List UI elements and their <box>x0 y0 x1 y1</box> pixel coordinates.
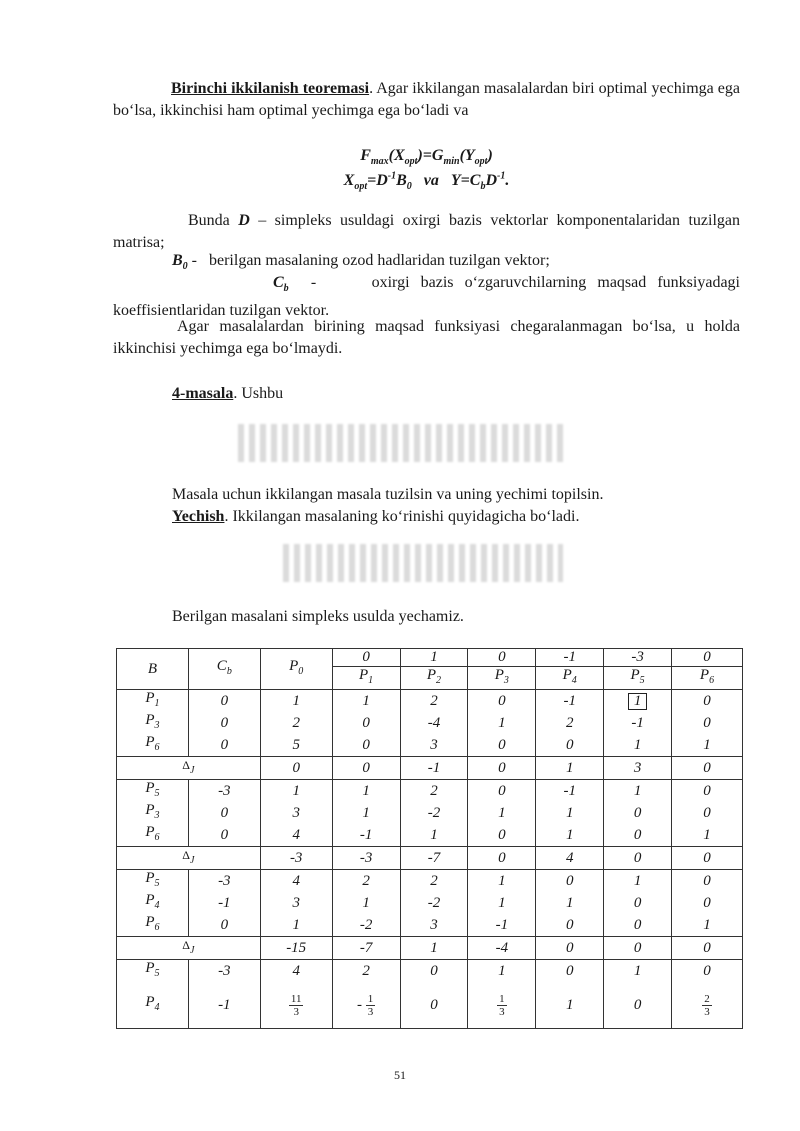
b-cell: $P_4$ <box>117 982 189 1029</box>
cell: 2 <box>332 870 400 893</box>
cell: 0 <box>672 960 743 983</box>
cell: 0 <box>332 734 400 757</box>
theorem-title: Birinchi ikkilanish teoremasi <box>171 80 370 97</box>
cell: 2 <box>332 960 400 983</box>
cell: 0 <box>536 960 604 983</box>
formula-1: $F_{max}(X_{opt})=G_{min}(Y_{opt})$ <box>360 147 493 168</box>
cell: 1 <box>672 824 743 847</box>
cell: 1 <box>536 982 604 1029</box>
blurred-formula-2 <box>283 544 563 582</box>
c-value: 0 <box>468 649 536 667</box>
delta-cell: 0 <box>468 757 536 780</box>
p-header: $P_6$ <box>672 667 743 690</box>
cell: 0 <box>188 734 260 757</box>
delta-cell: 0 <box>604 937 672 960</box>
pivot-element: 1 <box>628 693 648 710</box>
cell: 0 <box>672 712 743 734</box>
c-value: 0 <box>672 649 743 667</box>
cell: 0 <box>672 802 743 824</box>
cell: 1 <box>604 780 672 803</box>
agar-paragraph: Agar masalalardan birining maqsad funksiyasi chegaralanmagan bo‘lsa, u holda ikkinchisi yechimga ega bo‘lmaydi. <box>113 318 740 357</box>
cell: $\frac{1}{3}$ <box>468 982 536 1029</box>
cell: -2 <box>400 892 468 914</box>
cell: 1 <box>260 690 332 713</box>
cell: 1 <box>468 712 536 734</box>
delta-cell: 0 <box>536 937 604 960</box>
header-b: B <box>117 649 189 690</box>
b0-paragraph: $B_0$ - berilgan masalaning ozod hadlaridan tuzilgan vektor; <box>172 252 550 273</box>
cell: 0 <box>672 892 743 914</box>
cell: 0 <box>672 780 743 803</box>
p-header: $P_4$ <box>536 667 604 690</box>
b-cell: $P_3$ <box>117 802 189 824</box>
p-header: $P_1$ <box>332 667 400 690</box>
yechish-title: Yechish <box>172 508 225 525</box>
cell <box>604 690 672 713</box>
blurred-formula-1 <box>238 424 568 462</box>
cell: 1 <box>468 892 536 914</box>
cell: 1 <box>468 802 536 824</box>
cell: $\frac{2}{3}$ <box>672 982 743 1029</box>
cell: -4 <box>400 712 468 734</box>
cell: 2 <box>260 712 332 734</box>
cell: 1 <box>468 960 536 983</box>
cell: 1 <box>604 870 672 893</box>
cb-paragraph: $C_b$ - oxirgi bazis o‘zgaruvchilarning maqsad funksiyadagi koeffisientlaridan tuzilgan vektor. <box>113 274 740 320</box>
delta-cell: -1 <box>400 757 468 780</box>
cell: -1 <box>536 690 604 713</box>
delta-cell: 1 <box>400 937 468 960</box>
cell: 0 <box>468 780 536 803</box>
delta-label: $\Delta_J$ <box>117 757 261 780</box>
cell: -1 <box>604 712 672 734</box>
cell: 4 <box>260 824 332 847</box>
delta-cell: 1 <box>536 757 604 780</box>
masala-uchun-paragraph: Masala uchun ikkilangan masala tuzilsin va uning yechimi topilsin. <box>172 486 604 503</box>
cell: 1 <box>332 892 400 914</box>
b-cell: $P_6$ <box>117 824 189 847</box>
cell: -3 <box>188 960 260 983</box>
b-cell: $P_5$ <box>117 960 189 983</box>
delta-cell: 0 <box>672 937 743 960</box>
cell: 0 <box>604 892 672 914</box>
c-value: 0 <box>332 649 400 667</box>
delta-cell: 4 <box>536 847 604 870</box>
cell: 0 <box>536 734 604 757</box>
cell: 1 <box>536 892 604 914</box>
cell: -1 <box>332 824 400 847</box>
cell: 3 <box>400 734 468 757</box>
cell: 0 <box>672 870 743 893</box>
delta-row <box>117 937 743 960</box>
cell: 1 <box>260 914 332 937</box>
p-header: $P_2$ <box>400 667 468 690</box>
cell: 0 <box>468 734 536 757</box>
cell: 0 <box>604 802 672 824</box>
b-cell: $P_4$ <box>117 892 189 914</box>
masala-title: 4-masala <box>172 385 234 402</box>
cell: 3 <box>260 802 332 824</box>
cell: 1 <box>468 870 536 893</box>
cell: -2 <box>332 914 400 937</box>
cell: 0 <box>400 982 468 1029</box>
cell: 0 <box>188 712 260 734</box>
cell: 2 <box>400 690 468 713</box>
delta-cell: 3 <box>604 757 672 780</box>
berilgan-paragraph: Berilgan masalani simpleks usulda yechamiz. <box>172 608 464 625</box>
theorem-paragraph <box>113 78 740 122</box>
simplex-table <box>116 648 743 1029</box>
cell: 0 <box>536 870 604 893</box>
cell: 1 <box>672 914 743 937</box>
delta-label: $\Delta_J$ <box>117 847 261 870</box>
cell: 1 <box>604 734 672 757</box>
b-cell: $P_6$ <box>117 914 189 937</box>
delta-cell: 0 <box>260 757 332 780</box>
table-row <box>117 914 743 937</box>
cell: 0 <box>188 690 260 713</box>
cell: -1 <box>468 914 536 937</box>
bunda-paragraph: Bunda D – simpleks usuldagi oxirgi bazis vektorlar komponentalaridan tuzilgan matrisa; <box>113 212 740 251</box>
p-header: $P_3$ <box>468 667 536 690</box>
delta-cell: -3 <box>260 847 332 870</box>
theorem-text: . Agar ikkilangan masalalardan biri optimal yechimga ega bo‘lsa, ikkinchisi ham optimal yechimga ega bo‘ladi va <box>113 80 741 119</box>
cell: -1 <box>188 982 260 1029</box>
cell: 0 <box>332 712 400 734</box>
b-cell: $P_1$ <box>117 690 189 713</box>
cell: 1 <box>400 824 468 847</box>
delta-cell: -3 <box>332 847 400 870</box>
masala-paragraph: 4-masala. Ushbu <box>172 385 284 402</box>
cell: 1 <box>260 780 332 803</box>
b-cell: $P_6$ <box>117 734 189 757</box>
delta-cell: -15 <box>260 937 332 960</box>
formula-2: $X_{opt}=D^{-1}B_0$ va $Y=C_bD^{-1}$. <box>343 171 510 193</box>
cell: 4 <box>260 960 332 983</box>
cell: - $\frac{1}{3}$ <box>332 982 400 1029</box>
delta-cell: 0 <box>672 847 743 870</box>
b-cell: $P_5$ <box>117 780 189 803</box>
c-value: -1 <box>536 649 604 667</box>
table-row <box>117 690 743 713</box>
cell: 2 <box>536 712 604 734</box>
delta-row <box>117 847 743 870</box>
cell: 0 <box>604 914 672 937</box>
table-row <box>117 892 743 914</box>
cell: -3 <box>188 870 260 893</box>
cell: 0 <box>604 824 672 847</box>
table-row <box>117 802 743 824</box>
cell: 0 <box>536 914 604 937</box>
cell: 0 <box>188 802 260 824</box>
cell: 2 <box>400 870 468 893</box>
delta-row <box>117 757 743 780</box>
delta-cell: -4 <box>468 937 536 960</box>
table-row <box>117 734 743 757</box>
p-header: $P_5$ <box>604 667 672 690</box>
cell: 4 <box>260 870 332 893</box>
delta-cell: 0 <box>468 847 536 870</box>
header-cb: $C_b$ <box>188 649 260 690</box>
cell: -3 <box>188 780 260 803</box>
delta-cell: 0 <box>604 847 672 870</box>
cell: 0 <box>468 690 536 713</box>
cell: 1 <box>536 802 604 824</box>
cell: 0 <box>604 982 672 1029</box>
delta-cell: 0 <box>332 757 400 780</box>
b-cell: $P_3$ <box>117 712 189 734</box>
table-row <box>117 870 743 893</box>
page-number: 51 <box>394 1068 406 1082</box>
cell: 2 <box>400 780 468 803</box>
cell: 0 <box>188 914 260 937</box>
cell: 1 <box>604 960 672 983</box>
cell: 0 <box>188 824 260 847</box>
delta-cell: 0 <box>672 757 743 780</box>
header-p0: $P_0$ <box>260 649 332 690</box>
cell: 1 <box>672 734 743 757</box>
table-row <box>117 780 743 803</box>
cell: 0 <box>468 824 536 847</box>
delta-label: $\Delta_J$ <box>117 937 261 960</box>
cell: 5 <box>260 734 332 757</box>
cell: -2 <box>400 802 468 824</box>
cell: -1 <box>188 892 260 914</box>
table-row <box>117 712 743 734</box>
cell: 1 <box>332 690 400 713</box>
cell: -1 <box>536 780 604 803</box>
delta-cell: -7 <box>400 847 468 870</box>
cell: 3 <box>260 892 332 914</box>
cell: 0 <box>672 690 743 713</box>
c-value: -3 <box>604 649 672 667</box>
cell: $\frac{11}{3}$ <box>260 982 332 1029</box>
yechish-paragraph: Yechish. Ikkilangan masalaning ko‘rinishi quyidagicha bo‘ladi. <box>172 508 580 525</box>
cell: 1 <box>332 780 400 803</box>
c-value: 1 <box>400 649 468 667</box>
cell: 0 <box>400 960 468 983</box>
table-row <box>117 824 743 847</box>
b-cell: $P_5$ <box>117 870 189 893</box>
cell: 3 <box>400 914 468 937</box>
cell: 1 <box>332 802 400 824</box>
delta-cell: -7 <box>332 937 400 960</box>
cell: 1 <box>536 824 604 847</box>
